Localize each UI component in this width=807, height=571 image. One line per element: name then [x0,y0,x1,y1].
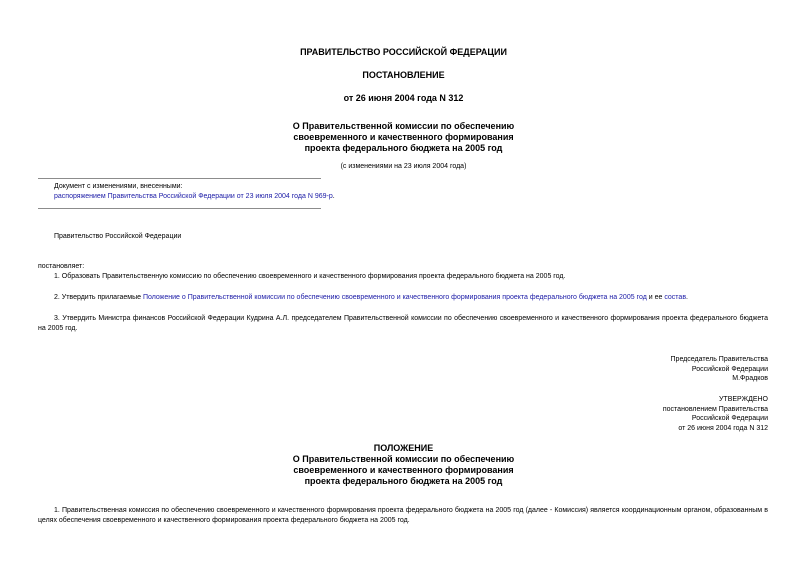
resolution-item-2 [54,293,688,303]
approval-country: Российской Федерации [691,415,768,423]
government-heading: ПРАВИТЕЛЬСТВО РОССИЙСКОЙ ФЕДЕРАЦИИ [300,47,507,57]
regulation-link[interactable]: Положение о Правительственной комиссии по обеспечению своевременного и качественного формирования проекта федерального бюджета на 2005 год [142,294,647,301]
signature-name: М.Фрадков [732,375,768,383]
resolution-item-3: 3. Утвердить Министра финансов Российской Федерации Кудрина А.Л. председателем Правительственной комиссии по обеспечению своевременного и качественного формирования проекта федерального бюджета на 2005 год. [38,315,768,332]
signature-title: Председатель Правительства [670,356,768,363]
signature-country: Российской Федерации [691,365,768,373]
changes-order-link[interactable]: распоряжением Правительства Российской Федерации от 23 июля 2004 года N 969-р [54,193,333,200]
approval-block [663,395,768,433]
changes-box-top-rule [38,178,321,179]
changes-link-suffix: . [332,193,335,200]
approval-act: постановлением Правительства [662,405,768,413]
approval-date-number: от 26 июня 2004 года N 312 [678,424,768,432]
resolution-item-1: 1. Образовать Правительственную комиссию по обеспечению своевременного и качественного формирования проекта федерального бюджета на 2005 год. [54,273,566,280]
composition-link[interactable]: состав [664,294,687,301]
signature-block [671,355,768,384]
approval-label: УТВЕРЖДЕНО [718,396,768,403]
regulation-title-line-2: своевременного и качественного формирования [293,465,514,475]
changes-box-label: Документ с изменениями, внесенными: [54,183,183,190]
document-title-line-2: своевременного и качественного формирования [293,132,514,142]
regulation-title-line-1: О Правительственной комиссии по обеспечению [292,454,515,464]
document-title-line-3: проекта федерального бюджета на 2005 год [304,143,503,153]
modification-note: (с изменениями на 23 июля 2004 года) [340,163,467,170]
document-title-line-1: О Правительственной комиссии по обеспечению [292,121,515,131]
regulation-title-line-3: проекта федерального бюджета на 2005 год [304,476,503,486]
regulation-item-1: 1. Правительственная комиссия по обеспечению своевременного и качественного формирования проекта федерального бюджета на 2005 год (далее - Комиссия) является координационным органом, образованным в целях обеспечения своевременного и качественного формирования проекта федерального бюджета на 2005 год. [38,507,768,524]
issuer-text: Правительство Российской Федерации [54,233,182,240]
regulation-heading: ПОЛОЖЕНИЕ [373,443,434,453]
item2-prefix: 2. Утвердить прилагаемые [54,294,143,301]
resolves-text: постановляет: [38,263,85,270]
item2-suffix: . [686,294,688,301]
document-type-heading: ПОСТАНОВЛЕНИЕ [362,70,445,80]
date-number-heading: от 26 июня 2004 года N 312 [343,93,464,103]
changes-box-bottom-rule [38,208,321,209]
changes-box-reference [54,192,335,202]
item2-middle: и ее [646,294,665,301]
